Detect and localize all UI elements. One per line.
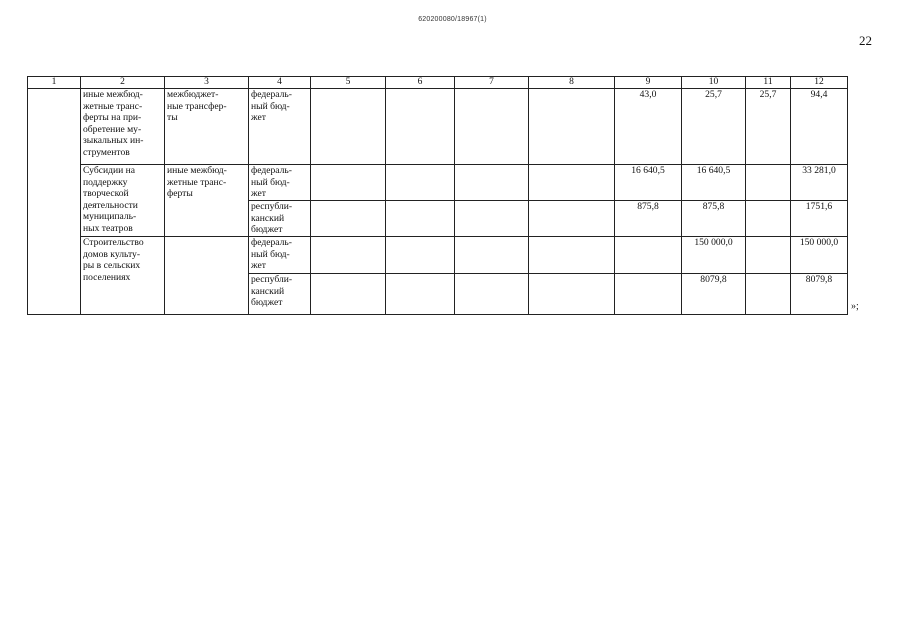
- value-cell: 8079,8: [791, 274, 848, 315]
- row-name-cell: Строительство домов культу- ры в сельских поселениях: [81, 237, 165, 315]
- table-row: [28, 89, 848, 165]
- row-name-cell: иные межбюд- жетные транс- ферты на при- обретение му- зыкальных ин- струментов: [81, 89, 165, 165]
- value-cell: 16 640,5: [682, 165, 746, 201]
- header-cell: 12: [791, 77, 848, 89]
- value-cell: 150 000,0: [682, 237, 746, 274]
- empty-cell: [311, 165, 386, 201]
- header-cell: 6: [386, 77, 455, 89]
- value-cell: [746, 165, 791, 201]
- empty-cell: [386, 201, 455, 237]
- value-cell: 43,0: [615, 89, 682, 165]
- empty-cell: [529, 165, 615, 201]
- empty-cell: [311, 201, 386, 237]
- budget-level-cell: федераль- ный бюд- жет: [249, 165, 311, 201]
- value-cell: 150 000,0: [791, 237, 848, 274]
- empty-cell: [455, 89, 529, 165]
- empty-cell: [386, 165, 455, 201]
- budget-level-cell: республи- канский бюджет: [249, 274, 311, 315]
- value-cell: 25,7: [682, 89, 746, 165]
- header-cell: 4: [249, 77, 311, 89]
- budget-level-cell: республи- канский бюджет: [249, 201, 311, 237]
- header-cell: 9: [615, 77, 682, 89]
- value-cell: [746, 237, 791, 274]
- value-cell: 875,8: [615, 201, 682, 237]
- empty-cell: [386, 237, 455, 274]
- table-row: [28, 165, 848, 201]
- empty-cell: [311, 237, 386, 274]
- value-cell: 8079,8: [682, 274, 746, 315]
- empty-cell: [455, 201, 529, 237]
- header-cell: 8: [529, 77, 615, 89]
- header-cell: 7: [455, 77, 529, 89]
- transfer-type-cell: межбюджет- ные трансфер- ты: [165, 89, 249, 165]
- header-cell: 11: [746, 77, 791, 89]
- table-row: [28, 237, 848, 274]
- empty-cell: [529, 274, 615, 315]
- value-cell: 16 640,5: [615, 165, 682, 201]
- value-cell: [746, 201, 791, 237]
- row-name-cell: Субсидии на поддержку творческой деятельности муниципаль- ных театров: [81, 165, 165, 237]
- value-cell: 875,8: [682, 201, 746, 237]
- value-cell: 33 281,0: [791, 165, 848, 201]
- value-cell: 94,4: [791, 89, 848, 165]
- closing-quote-mark: »;: [851, 301, 859, 312]
- empty-cell: [529, 237, 615, 274]
- header-row: [28, 77, 848, 89]
- empty-cell: [529, 89, 615, 165]
- empty-cell: [311, 274, 386, 315]
- empty-cell: [455, 165, 529, 201]
- empty-cell: [455, 237, 529, 274]
- empty-cell: [386, 89, 455, 165]
- header-cell: 5: [311, 77, 386, 89]
- budget-level-cell: федераль- ный бюд- жет: [249, 89, 311, 165]
- empty-cell: [529, 201, 615, 237]
- page-number: 22: [859, 33, 872, 48]
- document-code: 620200080/18967(1): [418, 16, 487, 23]
- transfer-type-cell: иные межбюд- жетные транс- ферты: [165, 165, 249, 237]
- header-cell: 2: [81, 77, 165, 89]
- header-cell: 3: [165, 77, 249, 89]
- empty-cell: [455, 274, 529, 315]
- header-cell: 1: [28, 77, 81, 89]
- transfer-type-cell: [165, 237, 249, 315]
- empty-cell: [311, 89, 386, 165]
- value-cell: 1751,6: [791, 201, 848, 237]
- header-cell: 10: [682, 77, 746, 89]
- value-cell: [615, 237, 682, 274]
- value-cell: 25,7: [746, 89, 791, 165]
- value-cell: [746, 274, 791, 315]
- empty-cell: [386, 274, 455, 315]
- empty-cell: [28, 89, 81, 315]
- budget-level-cell: федераль- ный бюд- жет: [249, 237, 311, 274]
- value-cell: [615, 274, 682, 315]
- budget-table: [27, 76, 848, 315]
